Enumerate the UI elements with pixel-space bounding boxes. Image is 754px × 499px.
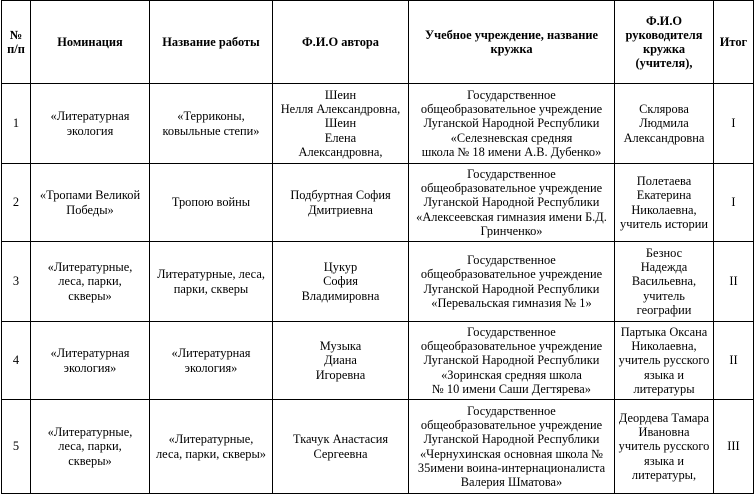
- cell-number: 3: [2, 242, 31, 322]
- cell-teacher: Полетаева Екатерина Николаевна, учитель истории: [615, 164, 714, 242]
- cell-nomination: «Литературные, леса, парки, скверы»: [31, 400, 150, 494]
- cell-number: 5: [2, 400, 31, 494]
- header-nomination: Номинация: [31, 1, 150, 84]
- table-row: [2, 242, 754, 322]
- header-teacher: Ф.И.О руководителя кружка (учителя),: [615, 1, 714, 84]
- table-row: [2, 400, 754, 494]
- cell-author: Шеин Нелля Александровна, Шеин Елена Александровна,: [273, 84, 409, 164]
- cell-work-title: «Литературные, леса, парки, скверы»: [150, 400, 273, 494]
- header-result: Итог: [714, 1, 754, 84]
- table-header-row: [2, 1, 754, 84]
- cell-number: 4: [2, 322, 31, 400]
- cell-school: Государственное общеобразовательное учреждение Луганской Народной Республики «Зоринская средняя школа № 10 имени Саши Дегтярева»: [409, 322, 615, 400]
- table-row: [2, 164, 754, 242]
- header-author: Ф.И.О автора: [273, 1, 409, 84]
- results-table: [1, 0, 754, 494]
- cell-result: I: [714, 84, 754, 164]
- header-work-title: Название работы: [150, 1, 273, 84]
- cell-number: 1: [2, 84, 31, 164]
- cell-nomination: «Литературные, леса, парки, скверы»: [31, 242, 150, 322]
- cell-school: Государственное общеобразовательное учреждение Луганской Народной Республики «Селезневская средняя школа № 18 имени А.В. Дубенко»: [409, 84, 615, 164]
- cell-teacher: Склярова Людмила Александровна: [615, 84, 714, 164]
- cell-work-title: Тропою войны: [150, 164, 273, 242]
- cell-result: III: [714, 400, 754, 494]
- cell-author: Цукур София Владимировна: [273, 242, 409, 322]
- cell-work-title: «Терриконы, ковыльные степи»: [150, 84, 273, 164]
- cell-teacher: Безнос Надежда Васильевна, учитель географии: [615, 242, 714, 322]
- header-school: Учебное учреждение, название кружка: [409, 1, 615, 84]
- cell-number: 2: [2, 164, 31, 242]
- cell-author: Музыка Диана Игоревна: [273, 322, 409, 400]
- cell-teacher: Деордева Тамара Ивановна учитель русского языка и литературы,: [615, 400, 714, 494]
- cell-school: Государственное общеобразовательное учреждение Луганской Народной Республики «Перевальская гимназия № 1»: [409, 242, 615, 322]
- cell-work-title: Литературные, леса, парки, скверы: [150, 242, 273, 322]
- cell-nomination: «Литературная экология: [31, 84, 150, 164]
- cell-work-title: «Литературная экология»: [150, 322, 273, 400]
- cell-nomination: «Литературная экология»: [31, 322, 150, 400]
- cell-result: II: [714, 322, 754, 400]
- cell-result: I: [714, 164, 754, 242]
- cell-result: II: [714, 242, 754, 322]
- cell-author: Подбуртная София Дмитриевна: [273, 164, 409, 242]
- cell-teacher: Партыка Оксана Николаевна, учитель русского языка и литературы: [615, 322, 714, 400]
- cell-school: Государственное общеобразовательное учреждение Луганской Народной Республики «Алексеевская гимназия имени Б.Д. Гринченко»: [409, 164, 615, 242]
- cell-school: Государственное общеобразовательное учреждение Луганской Народной Республики «Чернухинская основная школа № 35имени воина-интернационалиста Валерия Шматова»: [409, 400, 615, 494]
- table-row: [2, 84, 754, 164]
- table-row: [2, 322, 754, 400]
- header-number: № п/п: [2, 1, 31, 84]
- cell-author: Ткачук Анастасия Сергеевна: [273, 400, 409, 494]
- cell-nomination: «Тропами Великой Победы»: [31, 164, 150, 242]
